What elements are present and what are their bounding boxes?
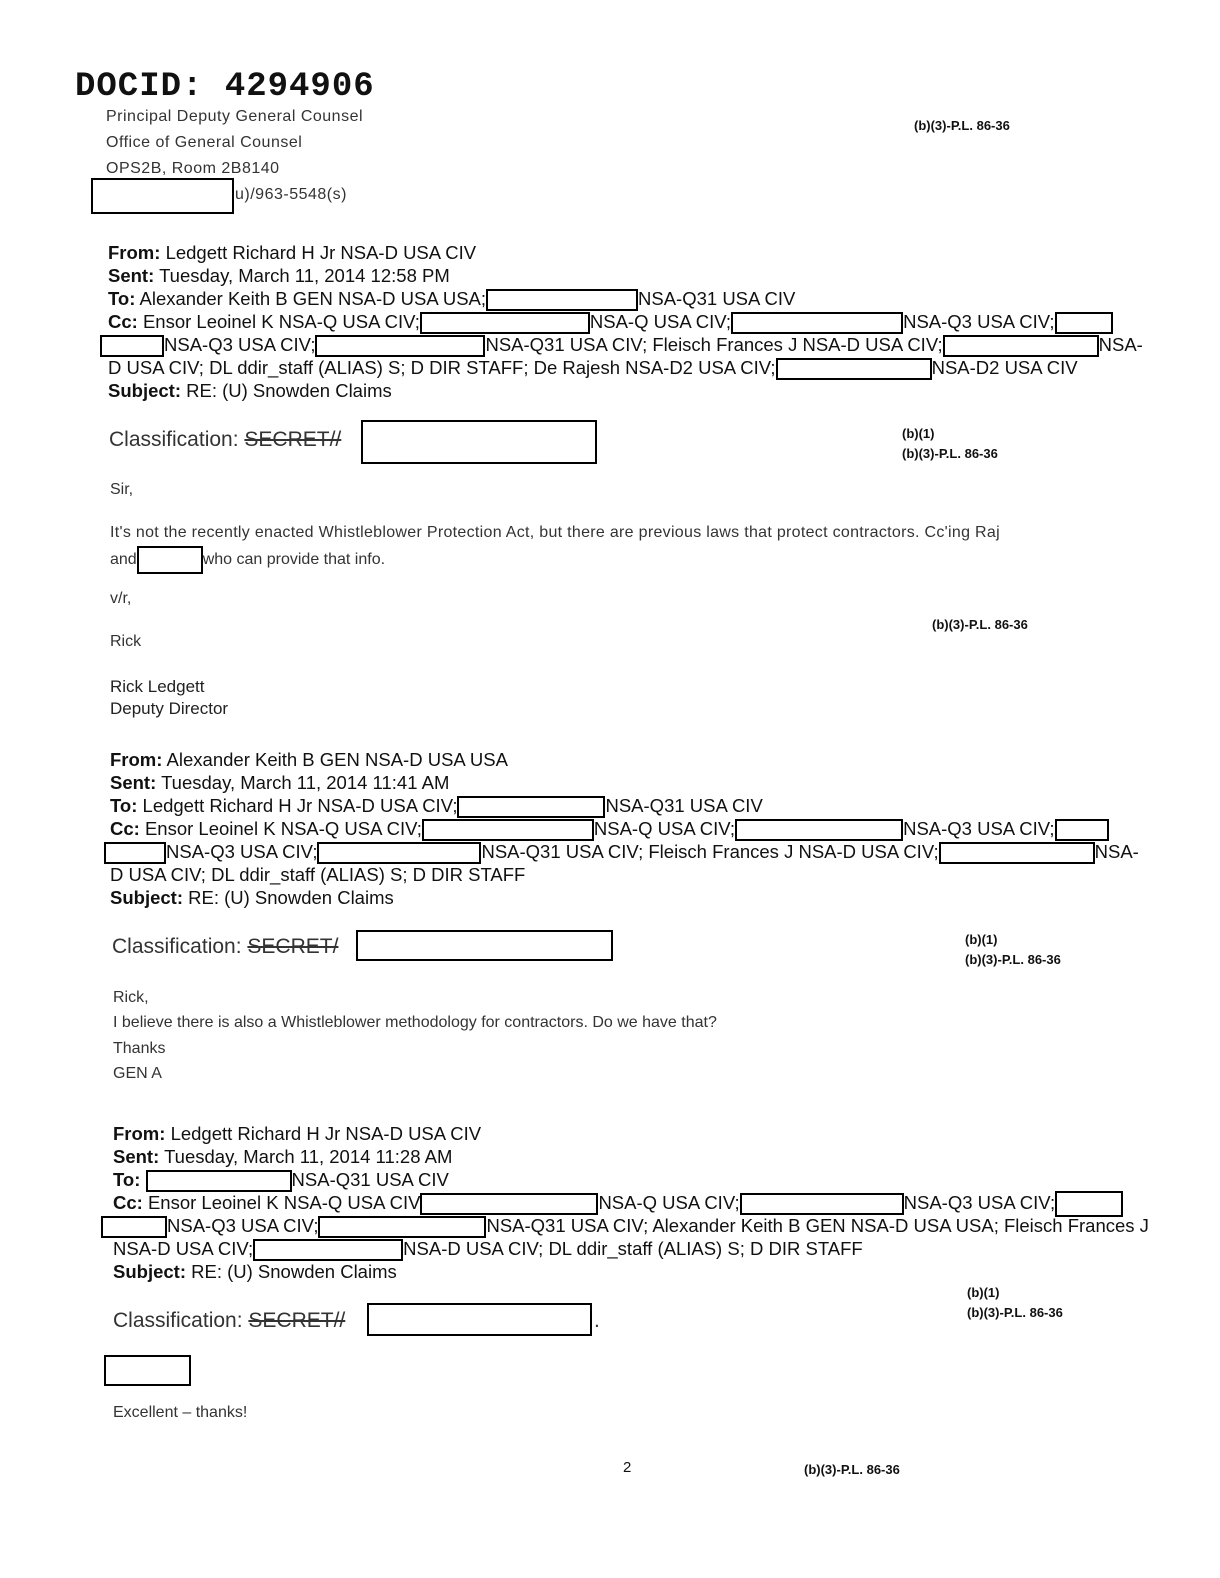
redaction-box	[420, 312, 590, 334]
redaction-box	[943, 335, 1099, 357]
email1-cc-line3: D USA CIV; DL ddir_staff (ALIAS) S; D DIR STAFF; De Rajesh NSA-D2 USA CIV; NSA-D2 USA CIV	[108, 356, 1078, 380]
email3-sent: Sent: Tuesday, March 11, 2014 11:28 AM	[113, 1146, 453, 1167]
email3-subject: Subject: RE: (U) Snowden Claims	[113, 1261, 397, 1282]
exemption-marker: (b)(3)-P.L. 86-36	[914, 118, 1010, 133]
redaction-box	[1055, 819, 1109, 841]
redaction-box	[101, 1216, 167, 1238]
email3-cc-line2: NSA-Q3 USA CIV; NSA-Q31 USA CIV; Alexander Keith B GEN NSA-D USA USA; Fleisch Frances J	[101, 1214, 1149, 1238]
email1-sig-name: Rick Ledgett	[110, 677, 205, 696]
email1-classification: Classification: SECRET//	[109, 428, 342, 451]
redaction-box	[1055, 312, 1113, 334]
email1-to: To: Alexander Keith B GEN NSA-D USA USA; NSA-Q31 USA CIV	[108, 287, 795, 311]
email1-body-line2: and who can provide that info.	[110, 546, 385, 574]
email1-from: From: Ledgett Richard H Jr NSA-D USA CIV	[108, 242, 477, 263]
email2-cc: Cc: Ensor Leoinel K NSA-Q USA CIV; NSA-Q USA CIV; NSA-Q3 USA CIV;	[110, 817, 1109, 841]
page-number: 2	[623, 1459, 632, 1476]
email1-sig-title: Deputy Director	[110, 699, 229, 718]
sig-line-4: u)/963-5548(s)	[235, 186, 347, 203]
email3-cc: Cc: Ensor Leoinel K NSA-Q USA CIV NSA-Q USA CIV; NSA-Q3 USA CIV;	[113, 1191, 1123, 1217]
email1-body-line1: It's not the recently enacted Whistleblower Protection Act, but there are previous laws that protect contractors. Cc'ing Raj	[110, 524, 1000, 541]
sig-line-1: Principal Deputy General Counsel	[106, 108, 364, 125]
redaction-box	[146, 1170, 292, 1192]
redaction-box	[735, 819, 903, 841]
email2-thanks: Thanks	[113, 1040, 166, 1057]
email2-name: GEN A	[113, 1065, 162, 1082]
classification-tail: .	[594, 1309, 600, 1332]
email2-cc-line3: D USA CIV; DL ddir_staff (ALIAS) S; D DIR STAFF	[110, 864, 526, 885]
exemption-marker: (b)(3)-P.L. 86-36	[932, 617, 1028, 632]
email3-cc-line3: NSA-D USA CIV; NSA-D USA CIV; DL ddir_staff (ALIAS) S; D DIR STAFF	[113, 1237, 863, 1261]
redaction-box	[776, 358, 932, 380]
redaction-box	[104, 1355, 191, 1386]
email2-from: From: Alexander Keith B GEN NSA-D USA USA	[110, 749, 508, 770]
redaction-box	[731, 312, 903, 334]
email2-sent: Sent: Tuesday, March 11, 2014 11:41 AM	[110, 772, 450, 793]
redaction-box	[137, 546, 203, 574]
email1-salutation: Sir,	[110, 481, 134, 498]
exemption-marker: (b)(3)-P.L. 86-36	[804, 1462, 900, 1477]
redaction-box	[361, 420, 597, 464]
email3-body-line1: Excellent – thanks!	[113, 1404, 248, 1421]
email1-subject: Subject: RE: (U) Snowden Claims	[108, 380, 392, 401]
email3-to: To: NSA-Q31 USA CIV	[113, 1168, 449, 1192]
redaction-box	[420, 1193, 598, 1215]
redaction-box	[317, 842, 481, 864]
sig-line-3: OPS2B, Room 2B8140	[106, 160, 280, 177]
redaction-box	[315, 335, 485, 357]
email2-salutation: Rick,	[113, 989, 149, 1006]
email2-body-line1: I believe there is also a Whistleblower methodology for contractors. Do we have that?	[113, 1014, 717, 1031]
doc-id: DOCID: 4294906	[75, 68, 375, 106]
redaction-box	[939, 842, 1095, 864]
email1-cc-line2: NSA-Q3 USA CIV; NSA-Q31 USA CIV; Fleisch Frances J NSA-D USA CIV; NSA-	[100, 333, 1143, 357]
email3-from: From: Ledgett Richard H Jr NSA-D USA CIV	[113, 1123, 482, 1144]
redaction-box	[422, 819, 594, 841]
exemption-marker: (b)(1)	[965, 932, 998, 947]
redaction-box	[318, 1216, 486, 1238]
redaction-box	[367, 1303, 592, 1336]
redaction-box	[486, 289, 638, 311]
exemption-marker: (b)(1)	[967, 1285, 1000, 1300]
email2-classification: Classification: SECRET/	[112, 935, 339, 958]
email1-closing: v/r,	[110, 590, 132, 607]
email2-subject: Subject: RE: (U) Snowden Claims	[110, 887, 394, 908]
redaction-box	[356, 930, 613, 961]
email3-classification: Classification: SECRET//	[113, 1309, 346, 1332]
redaction-box	[457, 796, 605, 818]
email2-to: To: Ledgett Richard H Jr NSA-D USA CIV; NSA-Q31 USA CIV	[110, 794, 763, 818]
redaction-box	[91, 178, 234, 214]
exemption-marker: (b)(3)-P.L. 86-36	[967, 1305, 1063, 1320]
email2-cc-line2: NSA-Q3 USA CIV; NSA-Q31 USA CIV; Fleisch Frances J NSA-D USA CIV; NSA-	[104, 840, 1139, 864]
email1-name: Rick	[110, 633, 142, 650]
redaction-box	[104, 842, 166, 864]
redaction-box	[100, 335, 164, 357]
exemption-marker: (b)(3)-P.L. 86-36	[902, 446, 998, 461]
email1-sent: Sent: Tuesday, March 11, 2014 12:58 PM	[108, 265, 450, 286]
email1-cc: Cc: Ensor Leoinel K NSA-Q USA CIV; NSA-Q USA CIV; NSA-Q3 USA CIV;	[108, 310, 1113, 334]
exemption-marker: (b)(1)	[902, 426, 935, 441]
exemption-marker: (b)(3)-P.L. 86-36	[965, 952, 1061, 967]
redaction-box	[253, 1239, 403, 1261]
redaction-box	[740, 1193, 904, 1215]
sig-line-2: Office of General Counsel	[106, 134, 303, 151]
